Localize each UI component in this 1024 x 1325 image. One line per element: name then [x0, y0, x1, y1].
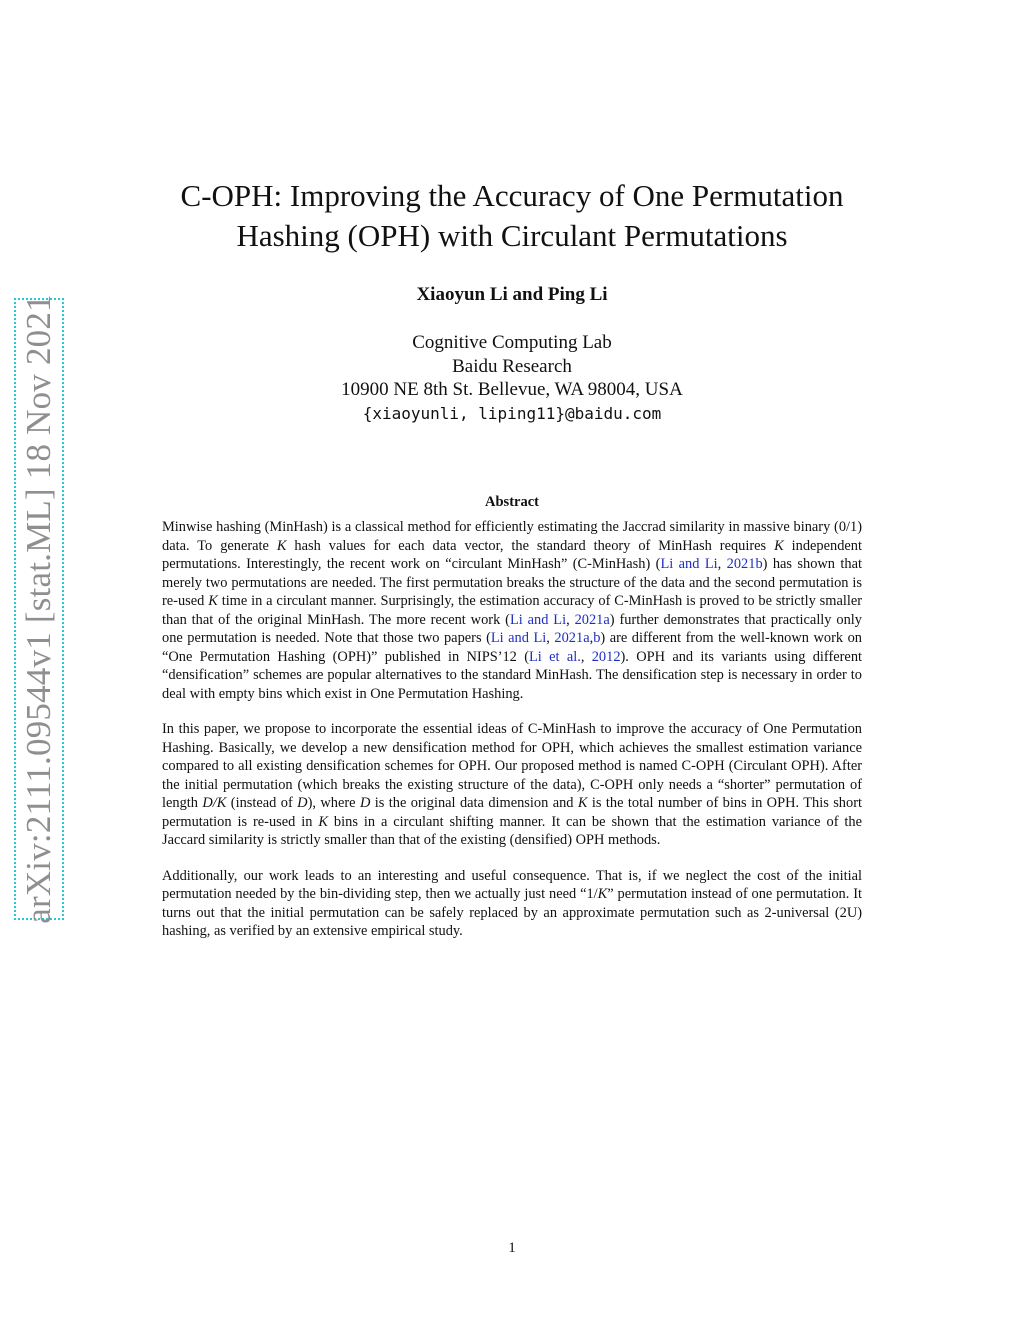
text-run: , [589, 630, 594, 646]
text-run: time in a circulant manner. Surprisingly, the estimation accuracy of C-MinHash is proved to be strictly smaller than that of the original MinHash. The more recent work ( [162, 593, 863, 628]
affiliation-address: 10900 NE 8th St. Bellevue, WA 98004, USA [341, 379, 683, 400]
page-number: 1 [508, 1240, 516, 1256]
math-var: K [774, 537, 784, 554]
math-var: K [318, 813, 328, 830]
paper-title [120, 176, 904, 256]
affiliation [200, 331, 824, 425]
affiliation-org: Baidu Research [452, 355, 572, 377]
text-run: In this paper, we propose to incorporate the essential ideas of C-MinHash to improve the accuracy of One Permutation Hashing. Basically, we develop a new densification method for OPH, which achieves the smallest estimation variance compared to all existing densification schemes for OPH. Our proposed method is named C-OPH (Circulant OPH). After the initial permutation (which breaks the existing structure of the data), C-OPH only needs a “shorter” permutation of length [162, 721, 862, 811]
title-line-2: Hashing (OPH) with Circulant Permutations [236, 218, 788, 253]
citation-link[interactable]: 2021a [554, 630, 590, 646]
affiliation-lab: Cognitive Computing Lab [412, 332, 612, 353]
citation-link[interactable]: 2021b [726, 556, 763, 572]
text-run: hash values for each data vector, the standard theory of MinHash requires [286, 537, 775, 554]
text-run: is the original data dimension and [370, 795, 578, 811]
text-run: ” permutation instead of one permutation. It turns out that the initial permutation can be safely replaced by an approximate permutation such as 2-universal (2U) hashing, as verified by an extensive empirical study. [162, 886, 862, 939]
author-email: {xiaoyunli, liping11}@baidu.com [362, 403, 662, 423]
text-run: , [717, 556, 727, 572]
arxiv-id-text: arXiv:2111.09544v1 [stat.ML] 18 Nov 2021 [19, 294, 59, 924]
text-run: ). OPH and its variants using different “densification” schemes are popular alternatives to the standard MinHash. The densification step is necessary in order to deal with empty bins which exist in One Permutation Hashing. [162, 648, 863, 702]
math-var: K [597, 886, 608, 902]
text-run: ) are different from the well-known work on “One Permutation Hashing (OPH)” published in NIPS’12 ( [162, 630, 862, 665]
text-run: ) further demonstrates that practically only one permutation is needed. Note that those two papers ( [162, 611, 862, 646]
text-run: ) has shown that merely two permutations are needed. The first permutation breaks the structure of the data and the second permutation is re-used [162, 556, 862, 609]
text-run: , [580, 648, 592, 665]
citation-link[interactable]: Li and Li [660, 556, 718, 572]
abstract-heading: Abstract [485, 494, 539, 510]
text-run: Additionally, our work leads to an interesting and useful consequence. That is, if we neglect the cost of the initial permutation needed by the bin-dividing step, then we actually just need “1/ [162, 867, 862, 902]
math-var: D [359, 795, 371, 811]
arxiv-stamp[interactable] [14, 294, 64, 924]
citation-link[interactable]: Li et al. [529, 648, 581, 665]
authors: Xiaoyun Li and Ping Li [416, 284, 608, 305]
math-var: D [297, 795, 308, 811]
citation-link[interactable]: b [593, 630, 601, 646]
citation-link[interactable]: Li and Li [509, 611, 567, 628]
math-var: K [208, 593, 218, 609]
title-line-1: C-OPH: Improving the Accuracy of One Permutation [180, 178, 844, 213]
text-run: Minwise hashing (MinHash) is a classical method for efficiently estimating the Jaccrad similarity in massive binary (0/1) data. To generate [162, 519, 862, 554]
abstract-paragraph-3 [162, 867, 862, 941]
math-var: K [577, 795, 588, 811]
text-run: (instead of [226, 795, 298, 811]
text-run: , [546, 630, 555, 646]
text-run: ), where [307, 795, 360, 811]
citation-link[interactable]: 2021a [574, 611, 610, 628]
abstract-paragraph-2 [162, 720, 862, 850]
math-var: D/K [202, 795, 227, 811]
text-run: bins in a circulant shifting manner. It can be shown that the estimation variance of the Jaccard similarity is strictly smaller than that of the existing (densified) OPH methods. [162, 813, 862, 848]
citation-link[interactable]: Li and Li [490, 630, 547, 646]
text-run: , [566, 611, 575, 628]
math-var: K [276, 537, 287, 554]
abstract-paragraph-1 [162, 518, 862, 703]
text-run: is the total number of bins in OPH. This short permutation is re-used in [162, 795, 862, 830]
citation-link[interactable]: 2012 [591, 648, 621, 665]
text-run: independent permutations. Interestingly, the recent work on “circulant MinHash” (C-MinHash) ( [162, 537, 862, 572]
abstract-body [162, 518, 862, 958]
